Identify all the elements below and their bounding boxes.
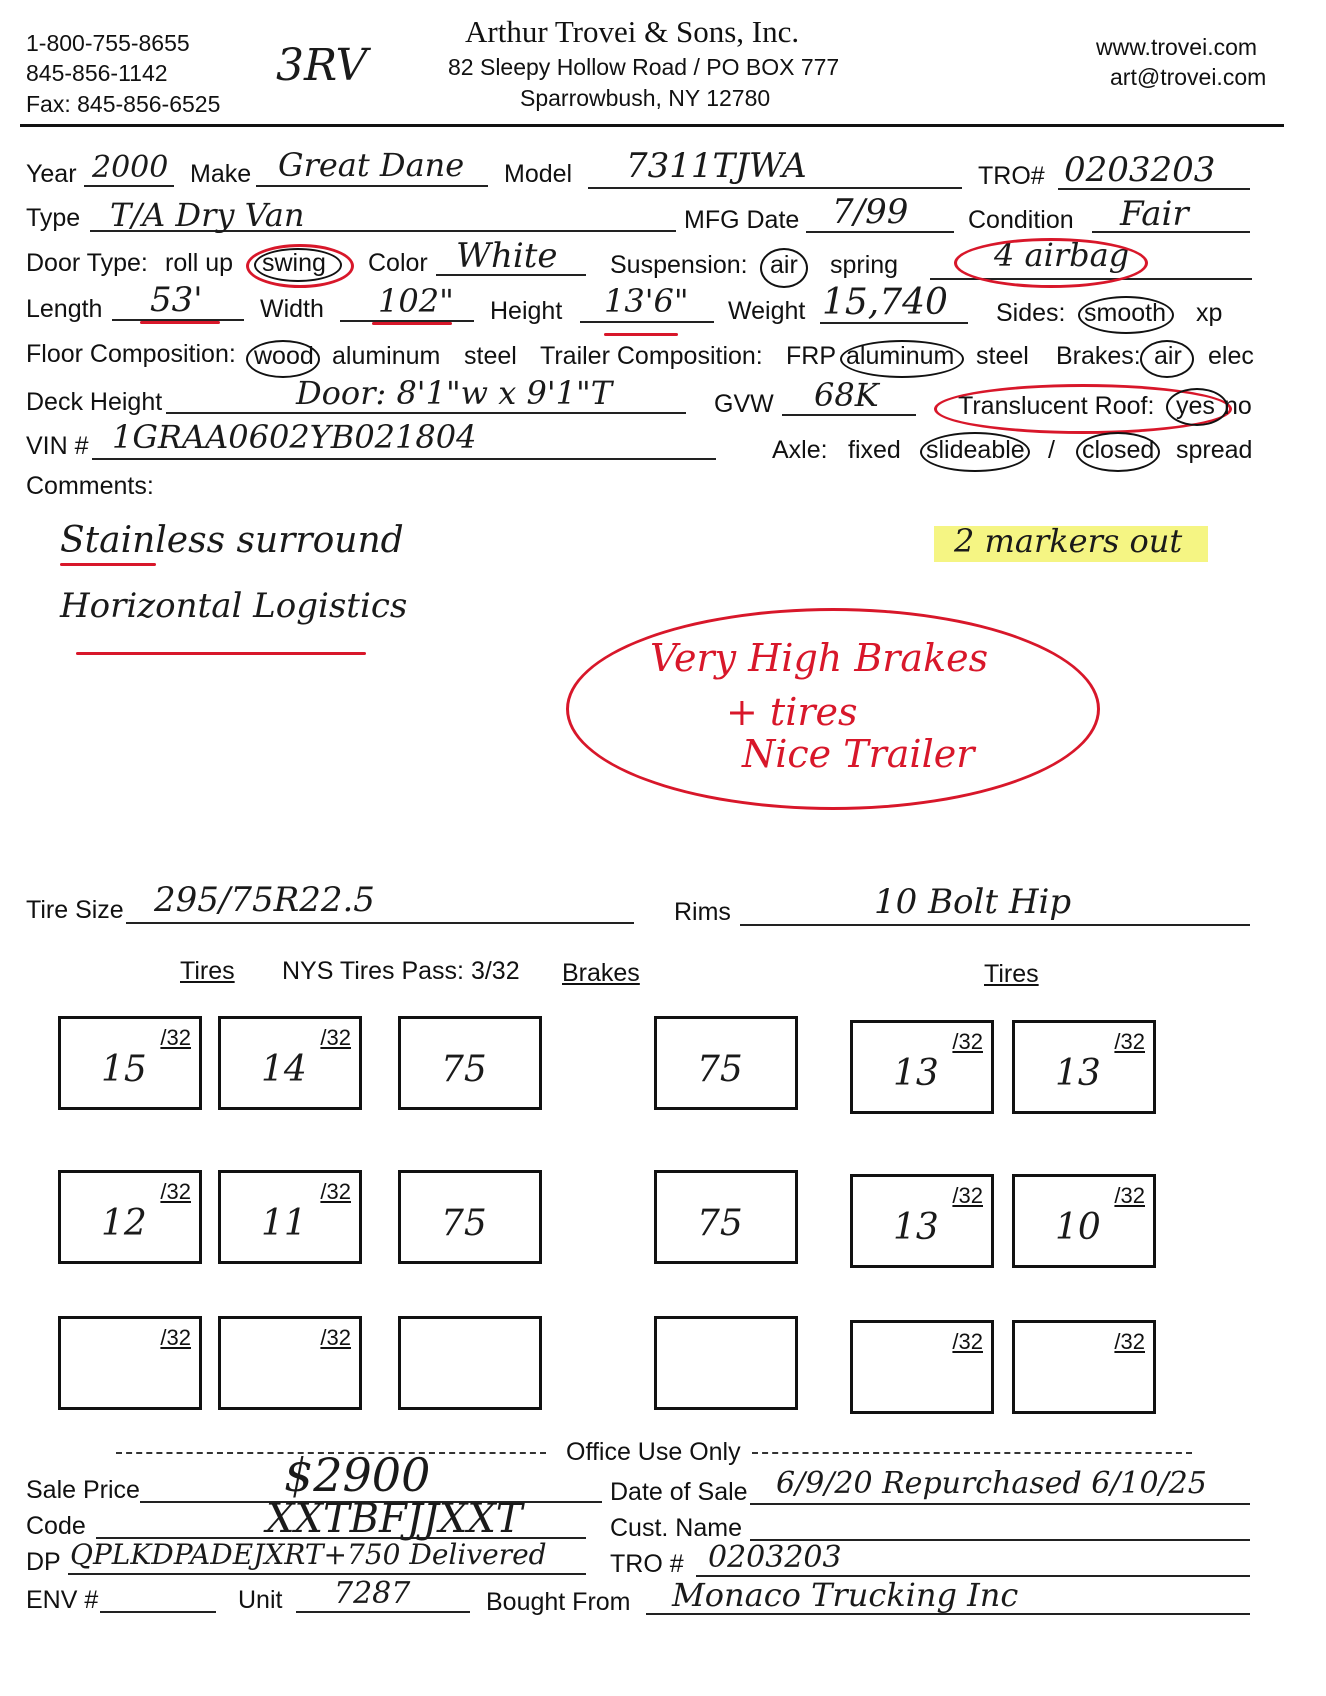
floor-option-aluminum: aluminum	[332, 342, 441, 370]
width-value: 102"	[378, 282, 454, 320]
gvw-value: 68K	[814, 376, 879, 414]
tread-depth-value: 15	[101, 1049, 147, 1090]
mfg-value: 7/99	[832, 192, 909, 232]
bought-from-label: Bought From	[486, 1588, 631, 1616]
tires-left-heading: Tires	[180, 957, 235, 985]
left-inner-tire-box-row-2	[218, 1170, 362, 1264]
tread-depth-unit: /32	[952, 1329, 983, 1354]
condition-value: Fair	[1120, 194, 1189, 234]
phone-1: 1-800-755-8655	[26, 30, 190, 56]
brakes-label: Brakes:	[1056, 342, 1141, 370]
dp-label: DP	[26, 1548, 61, 1576]
color-value: White	[456, 236, 558, 276]
rims-label: Rims	[674, 898, 731, 926]
suspension-label: Suspension:	[610, 251, 748, 279]
website: www.trovei.com	[1096, 34, 1258, 60]
door-option-rollup: roll up	[165, 249, 234, 277]
phone-2: 845-856-1142	[26, 60, 168, 86]
brake-percent-value: 75	[697, 1203, 743, 1244]
env-label: ENV #	[26, 1586, 99, 1614]
rims-value: 10 Bolt Hip	[874, 882, 1072, 922]
tread-depth-unit: /32	[320, 1325, 351, 1350]
brake-percent-value: 75	[441, 1203, 487, 1244]
comment-line-2: Horizontal Logistics	[60, 586, 408, 626]
right-outer-tire-box-row-1	[1012, 1020, 1156, 1114]
brakes-option-air: air	[1154, 342, 1182, 370]
unit-label: Unit	[238, 1586, 283, 1614]
floor-option-wood: wood	[254, 342, 314, 370]
trailer-option-aluminum: aluminum	[846, 342, 955, 370]
tread-depth-unit: /32	[160, 1025, 191, 1050]
right-inner-tire-box-row-3	[850, 1320, 994, 1414]
left-brake-box-row-1	[398, 1016, 542, 1110]
sides-option-xp: xp	[1196, 299, 1223, 327]
bubble-line-3: Nice Trailer	[742, 732, 975, 776]
sides-option-smooth: smooth	[1084, 299, 1166, 327]
tread-depth-unit: /32	[160, 1179, 191, 1204]
right-brake-box-row-3	[654, 1316, 798, 1410]
tread-depth-value: 14	[261, 1049, 307, 1090]
brake-percent-value: 75	[697, 1049, 743, 1090]
year-value: 2000	[92, 150, 169, 185]
tread-depth-value: 12	[101, 1203, 147, 1244]
company-address-line-1: 82 Sleepy Hollow Road / PO BOX 777	[448, 54, 840, 80]
length-value: 53'	[150, 280, 203, 320]
suspension-note: 4 airbag	[994, 236, 1130, 274]
trailer-composition-label: Trailer Composition:	[540, 342, 763, 370]
tro-label: TRO#	[978, 162, 1045, 190]
marker-note: 2 markers out	[954, 522, 1183, 560]
date-of-sale-value: 6/9/20 Repurchased 6/10/25	[776, 1466, 1207, 1501]
tread-depth-value: 13	[1055, 1053, 1101, 1094]
fax-number: Fax: 845-856-6525	[26, 91, 221, 117]
roof-option-no: no	[1224, 392, 1252, 420]
floor-option-steel: steel	[464, 342, 517, 370]
company-address-line-2: Sparrowbush, NY 12780	[520, 85, 771, 111]
code-value: XXTBFJJXXT	[266, 1496, 523, 1542]
tread-depth-value: 13	[893, 1207, 939, 1248]
tread-depth-value: 13	[893, 1053, 939, 1094]
door-option-swing: swing	[262, 249, 326, 277]
color-label: Color	[368, 249, 428, 277]
tread-depth-unit: /32	[1114, 1329, 1145, 1354]
model-value: 7311TJWA	[626, 146, 807, 186]
bubble-line-1: Very High Brakes	[650, 636, 989, 680]
mfg-label: MFG Date	[684, 206, 800, 234]
year-label: Year	[26, 160, 77, 188]
weight-label: Weight	[728, 297, 806, 325]
tire-size-value: 295/75R22.5	[154, 880, 375, 920]
handwritten-note: 3RV	[276, 40, 368, 91]
axle-label: Axle:	[772, 436, 828, 464]
left-outer-tire-box-row-2	[58, 1170, 202, 1264]
trailer-option-frp: FRP	[786, 342, 836, 370]
height-value: 13'6"	[604, 282, 689, 320]
brakes-heading: Brakes	[562, 959, 640, 987]
right-outer-tire-box-row-3	[1012, 1320, 1156, 1414]
tread-depth-unit: /32	[160, 1325, 191, 1350]
date-of-sale-label: Date of Sale	[610, 1478, 748, 1506]
tread-depth-unit: /32	[320, 1179, 351, 1204]
make-value: Great Dane	[278, 146, 465, 184]
suspension-option-air: air	[770, 251, 798, 279]
axle-option-fixed: fixed	[848, 436, 901, 464]
office-tro-label: TRO #	[610, 1550, 684, 1578]
email: art@trovei.com	[1110, 64, 1267, 90]
office-use-title: Office Use Only	[566, 1438, 741, 1466]
tread-depth-unit: /32	[952, 1029, 983, 1054]
office-tro-value: 0203203	[708, 1540, 842, 1575]
tread-depth-value: 10	[1055, 1207, 1101, 1248]
left-inner-tire-box-row-1	[218, 1016, 362, 1110]
left-inner-tire-box-row-3	[218, 1316, 362, 1410]
vin-label: VIN #	[26, 432, 89, 460]
make-label: Make	[190, 160, 252, 188]
code-label: Code	[26, 1512, 86, 1540]
type-value: T/A Dry Van	[110, 196, 305, 234]
tread-depth-unit: /32	[1114, 1183, 1145, 1208]
tread-depth-unit: /32	[952, 1183, 983, 1208]
comments-label: Comments:	[26, 472, 154, 500]
sides-label: Sides:	[996, 299, 1066, 327]
bought-from-value: Monaco Trucking Inc	[672, 1576, 1019, 1614]
vin-value: 1GRAA0602YB021804	[112, 418, 477, 456]
right-brake-box-row-2	[654, 1170, 798, 1264]
right-brake-box-row-1	[654, 1016, 798, 1110]
tires-right-heading: Tires	[984, 960, 1039, 988]
deck-height-value: Door: 8'1"w x 9'1"T	[296, 374, 613, 412]
floor-composition-label: Floor Composition:	[26, 340, 236, 368]
comment-line-1: Stainless surround	[60, 520, 404, 561]
trailer-option-steel: steel	[976, 342, 1029, 370]
gvw-label: GVW	[714, 390, 774, 418]
header-divider	[20, 124, 1284, 127]
width-label: Width	[260, 295, 324, 323]
tread-depth-unit: /32	[320, 1025, 351, 1050]
length-label: Length	[26, 295, 103, 323]
right-inner-tire-box-row-1	[850, 1020, 994, 1114]
axle-option-slideable: slideable	[926, 436, 1025, 464]
axle-option-spread: spread	[1176, 436, 1253, 464]
dp-value: QPLKDPADEJXRT+750 Delivered	[70, 1538, 547, 1571]
tire-size-label: Tire Size	[26, 896, 124, 924]
height-label: Height	[490, 297, 563, 325]
unit-value: 7287	[334, 1576, 411, 1611]
company-name: Arthur Trovei & Sons, Inc.	[465, 14, 800, 49]
left-brake-box-row-3	[398, 1316, 542, 1410]
type-label: Type	[26, 204, 81, 232]
condition-label: Condition	[968, 206, 1074, 234]
sale-price-label: Sale Price	[26, 1476, 140, 1504]
left-brake-box-row-2	[398, 1170, 542, 1264]
model-label: Model	[504, 160, 573, 188]
brake-percent-value: 75	[441, 1049, 487, 1090]
right-inner-tire-box-row-2	[850, 1174, 994, 1268]
brakes-option-elec: elec	[1208, 342, 1254, 370]
tread-depth-unit: /32	[1114, 1029, 1145, 1054]
left-outer-tire-box-row-1	[58, 1016, 202, 1110]
axle-option-closed: closed	[1082, 436, 1155, 464]
suspension-option-spring: spring	[830, 251, 899, 279]
right-outer-tire-box-row-2	[1012, 1174, 1156, 1268]
deck-height-label: Deck Height	[26, 388, 163, 416]
nys-tires-pass: NYS Tires Pass: 3/32	[282, 957, 520, 985]
sale-price-value: $2900	[284, 1448, 431, 1502]
left-outer-tire-box-row-3	[58, 1316, 202, 1410]
tro-value: 0203203	[1064, 150, 1216, 190]
customer-name-label: Cust. Name	[610, 1514, 742, 1542]
bubble-line-2: + tires	[726, 690, 858, 734]
tread-depth-value: 11	[261, 1203, 307, 1244]
door-type-label: Door Type:	[26, 249, 148, 277]
roof-option-yes: yes	[1176, 392, 1215, 420]
axle-slash: /	[1048, 436, 1055, 464]
translucent-roof-label: Translucent Roof:	[958, 392, 1155, 420]
weight-value: 15,740	[822, 282, 948, 323]
